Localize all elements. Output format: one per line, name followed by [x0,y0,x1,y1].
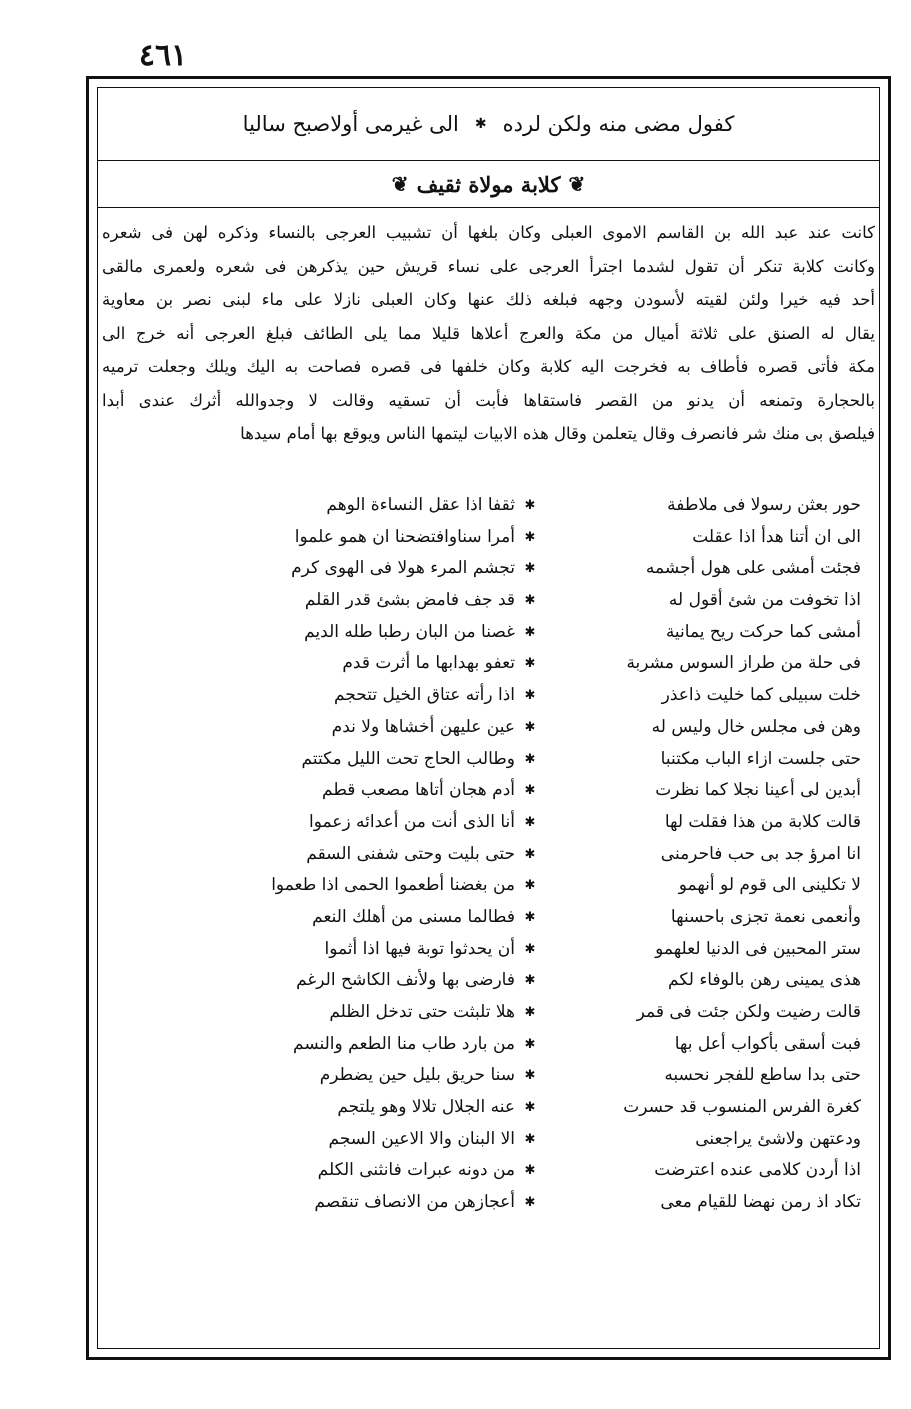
verse-right-hemistich: لا تكلينى الى قوم لو أنهمو [678,875,861,896]
verse-right-hemistich: أبدين لى أعينا نجلا كما نظرت [655,780,861,801]
verse-separator-icon: ✱ [524,751,536,767]
verse-row [98,1092,879,1124]
verse-left-hemistich: من بغضنا أطعموا الحمى اذا طعموا [271,875,515,896]
prose-line: فيلصق بى منك شر فانصرف وقال يتعلمن وقال هذه الابيات ليتمها الناس ويوقع بها أمام سيدها [240,424,875,443]
verse-left-hemistich: أنا الذى أنت من أعدائه زعموا [308,811,515,832]
verse-separator-icon: ✱ [524,1163,536,1179]
verse-row [98,617,879,649]
verse-separator-icon: ✱ [524,593,536,609]
verse-separator-icon: ✱ [524,1036,536,1052]
verse-separator-icon: ✱ [474,116,487,132]
verse-right-hemistich: قالت رضيت ولكن جئت فى قمر [636,1002,861,1022]
verse-left-hemistich: تجشم المرء هولا فى الهوى كرم [291,558,515,579]
verse-left-hemistich: فطالما مسنى من أهلك النعم [312,906,515,927]
verse-left-hemistich: حتى بليت وحتى شفنى السقم [306,843,515,864]
verse-row [98,902,879,934]
prose-line: وكانت كلابة تنكر أن تقول لشدما اجترأ العرجى على نساء قريش حين يذكرهن فى شعره ولعمرى مالقى [102,256,875,276]
verse-left-hemistich: عنه الجلال تلالا وهو يلتجم [337,1097,515,1118]
verse-row [98,648,879,680]
poem [98,490,879,1219]
heading-ornament-left-icon: ❦ [391,172,409,196]
verse-separator-icon: ✱ [524,783,536,799]
verse-right-hemistich: فجئت أمشى على هول أجشمه [645,558,861,579]
verse-left-hemistich: ثقفا اذا عقل النساءة الوهم [326,495,515,515]
verse-separator-icon: ✱ [524,814,536,830]
prose-paragraph [102,216,875,451]
verse-right-hemistich: وأنعمى نعمة تجزى باحسنها [670,906,861,927]
section-title: كلابة مولاة ثقيف [416,171,561,197]
verse-left-hemistich: عين عليهن أخشاها ولا ندم [331,716,515,737]
opening-verse-right-hemistich: كفول مضى منه ولكن لرده [502,112,735,136]
verse-right-hemistich: خلت سبيلى كما خليت ذاعذر [661,685,861,706]
verse-right-hemistich: فى حلة من طراز السوس مشربة [626,653,861,674]
verse-right-hemistich: ستر المحبين فى الدنيا لعلهمو [655,938,861,959]
verse-separator-icon: ✱ [524,719,536,735]
verse-row [98,965,879,997]
verse-left-hemistich: غصنا من البان رطبا طله الديم [304,621,515,642]
verse-row [98,712,879,744]
verse-left-hemistich: أمرا سناوافتضحنا ان همو علموا [294,526,515,547]
verse-right-hemistich: أمشى كما حركت ريح يمانية [665,621,861,642]
verse-separator-icon: ✱ [524,656,536,672]
verse-left-hemistich: تعفو بهدابها ما أثرت قدم [342,653,515,674]
verse-separator-icon: ✱ [524,909,536,925]
verse-separator-icon: ✱ [524,1131,536,1147]
verse-left-hemistich: سنا حريق بليل حين يضطرم [319,1065,515,1086]
verse-left-hemistich: من بارد طاب منا الطعم والنسم [293,1033,515,1054]
verse-left-hemistich: أعجازهن من الانصاف تنقصم [314,1192,515,1213]
page-number: ٤٦١ [138,38,188,73]
prose-line: مكة فأتى قصره فأطاف به فخرجت اليه كلابة وكان خلفها فى قصره فصاحت به اليك ويلك وجعلت ترميه [102,357,875,376]
prose-line: كانت عند عبد الله بن القاسم الاموى العبلى وكان بلغها أن تشبيب العرجى بالنساء وذكره لهن فى شعره [102,223,875,242]
verse-separator-icon: ✱ [524,688,536,704]
verse-row [98,1029,879,1061]
verse-left-hemistich: من دونه عبرات فانثنى الكلم [317,1160,515,1181]
verse-separator-icon: ✱ [524,624,536,640]
verse-separator-icon: ✱ [524,498,536,513]
verse-row [98,997,879,1029]
verse-left-hemistich: قد جف فامض بشئ قدر القلم [304,590,515,611]
verse-right-hemistich: حتى جلست ازاء الباب مكتنبا [660,748,861,769]
verse-separator-icon: ✱ [524,1005,536,1020]
verse-left-hemistich: أدم هجان أتاها مصعب قطم [322,780,515,801]
verse-right-hemistich: كغرة الفرس المنسوب قد حسرت [623,1097,861,1118]
verse-left-hemistich: هلا تلبثت حتى تدخل الظلم [329,1002,515,1022]
verse-right-hemistich: هذى يمينى رهن بالوفاء لكم [668,970,861,991]
verse-row [98,807,879,839]
prose-line: يقال له الصنق على ثلاثة أميال من مكة والعرج أعلاها قليلا مما يلى الطائف فبلغ العرجى أنه خرج الى [102,323,875,343]
verse-row [98,522,879,554]
verse-right-hemistich: تكاد اذ رمن نهضا للقيام معى [660,1192,861,1213]
section-heading [98,161,879,208]
verse-left-hemistich: أن يحدثوا توبة فيها اذا أثموا [324,938,515,959]
verse-separator-icon: ✱ [524,1195,536,1211]
verse-right-hemistich: وهن فى مجلس خال وليس له [651,716,861,737]
verse-separator-icon: ✱ [524,1100,536,1116]
verse-right-hemistich: قالت كلابة من هذا فقلت لها [664,811,861,832]
prose-line: أحد فيه خيرا ولئن لقيته لأسودن وجهه فبلغه ذلك عنها وكان العبلى نازلا على ماء لبنى نصر بن معاوية [102,290,875,309]
verse-separator-icon: ✱ [524,973,536,989]
verse-row [98,934,879,966]
verse-row [98,744,879,776]
verse-row [98,775,879,807]
opening-verse [98,88,879,161]
verse-row [98,1155,879,1187]
verse-separator-icon: ✱ [524,1068,536,1084]
verse-row [98,490,879,522]
verse-row [98,870,879,902]
verse-left-hemistich: الا البنان والا الاعين السجم [328,1128,515,1149]
verse-right-hemistich: حور بعثن رسولا فى ملاطفة [667,495,861,515]
verse-left-hemistich: اذا رأته عتاق الخيل تتحجم [333,685,515,706]
verse-row [98,1060,879,1092]
text-frame [97,87,880,1349]
opening-verse-left-hemistich: الى غيرمى أولاصبح ساليا [242,112,459,136]
page-frame [86,76,891,1360]
verse-separator-icon: ✱ [524,941,536,957]
verse-separator-icon: ✱ [524,529,536,545]
verse-row [98,585,879,617]
verse-row [98,680,879,712]
verse-row [98,553,879,585]
verse-right-hemistich: حتى بدا ساطع للفجر نحسبه [664,1065,861,1086]
heading-ornament-right-icon: ❦ [568,172,586,196]
verse-separator-icon: ✱ [524,878,536,894]
verse-left-hemistich: وطالب الحاج تحت الليل مكتتم [301,748,515,769]
verse-right-hemistich: انا امرؤ جد بى حب فاحرمنى [660,843,861,864]
verse-left-hemistich: فارضى بها ولأنف الكاشح الرغم [296,970,515,991]
verse-right-hemistich: اذا أردن كلامى عنده اعترضت [654,1160,861,1181]
verse-right-hemistich: الى ان أتنا هدأ اذا عقلت [692,526,861,547]
verse-row [98,1187,879,1219]
verse-right-hemistich: اذا تخوفت من شئ أقول له [668,590,861,611]
verse-separator-icon: ✱ [524,846,536,862]
prose-line: بالحجارة وتمنعه أن يدنو من القصر فاستقاها فأبت أن تسقيه وقالت لا وجدوالله أثرك عندى أبدا [102,390,875,410]
verse-separator-icon: ✱ [524,561,536,577]
verse-row [98,1124,879,1156]
verse-right-hemistich: فبت أسقى بأكواب أعل بها [674,1033,861,1054]
verse-row [98,839,879,871]
verse-right-hemistich: ودعتهن ولاشئ يراجعنى [695,1128,861,1149]
